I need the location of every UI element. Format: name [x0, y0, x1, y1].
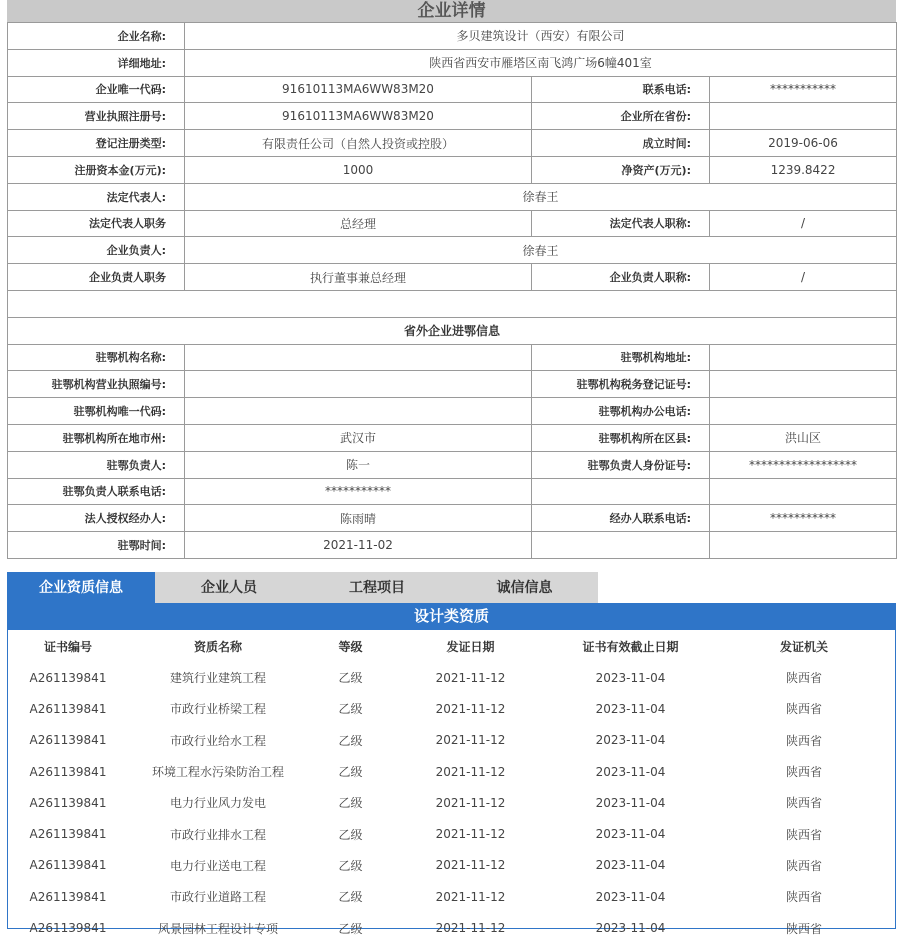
issue-date-cell: 2021-11-12	[435, 858, 506, 873]
table-row	[8, 850, 895, 881]
issuer-cell: 陕西省	[785, 827, 822, 842]
table-row	[8, 49, 897, 76]
license-label: 营业执照注册号:	[8, 103, 185, 130]
legal-rep-label: 法定代表人:	[8, 183, 185, 210]
org-license-label: 驻鄂机构营业执照编号:	[8, 371, 185, 398]
column-header-expiry-date: 证书有效截止日期	[582, 639, 679, 654]
expiry-date-cell: 2023-11-04	[595, 670, 666, 685]
table-row	[8, 210, 897, 237]
expiry-date-cell: 2023-11-04	[595, 733, 666, 748]
table-row	[8, 912, 895, 943]
org-code-label: 驻鄂机构唯一代码:	[8, 398, 185, 425]
issue-date-cell: 2021-11-12	[435, 733, 506, 748]
expiry-date-cell: 2023-11-04	[595, 889, 666, 904]
empty-label-cell	[532, 532, 710, 559]
branch-head-id-value: ******************	[710, 451, 897, 478]
issuer-cell: 陕西省	[785, 796, 822, 811]
uscc-value: 91610113MA6WW83M20	[185, 76, 532, 103]
issuer-cell: 陕西省	[785, 890, 822, 905]
org-name-value	[185, 344, 532, 371]
qual-name-cell: 建筑行业建筑工程	[169, 671, 266, 686]
net-assets-value: 1239.8422	[710, 156, 897, 183]
org-license-value	[185, 371, 532, 398]
column-header-issue-date: 发证日期	[446, 639, 495, 654]
org-phone-value	[710, 398, 897, 425]
table-row	[8, 532, 897, 559]
expiry-date-cell: 2023-11-04	[595, 795, 666, 810]
phone-value: ***********	[710, 76, 897, 103]
founded-value: 2019-06-06	[710, 130, 897, 157]
issuer-cell: 陕西省	[785, 765, 822, 780]
column-header-cert-no: 证书编号	[43, 639, 92, 654]
qualification-header: 设计类资质	[8, 603, 895, 630]
branch-head-phone-value: ***********	[185, 478, 532, 505]
cert-no-cell: A261139841	[29, 670, 107, 685]
org-district-label: 驻鄂机构所在区县:	[532, 424, 710, 451]
table-row	[8, 787, 895, 818]
issuer-cell: 陕西省	[785, 858, 822, 873]
page-title: 企业详情	[7, 0, 896, 23]
capital-value: 1000	[185, 156, 532, 183]
table-row	[8, 693, 895, 724]
issue-date-cell: 2021-11-12	[435, 795, 506, 810]
cert-no-cell: A261139841	[29, 764, 107, 779]
province-label: 企业所在省份:	[532, 103, 710, 130]
table-row	[8, 424, 897, 451]
table-row	[8, 662, 895, 693]
table-row	[8, 451, 897, 478]
cert-no-cell: A261139841	[29, 701, 107, 716]
company-name-label: 企业名称:	[8, 23, 185, 50]
agent-label: 法人授权经办人:	[8, 505, 185, 532]
grade-cell: 乙级	[338, 702, 363, 717]
issuer-cell: 陕西省	[785, 671, 822, 686]
branch-time-label: 驻鄂时间:	[8, 532, 185, 559]
qualification-table	[8, 630, 895, 944]
grade-cell: 乙级	[338, 827, 363, 842]
cert-no-cell: A261139841	[29, 889, 107, 904]
table-row	[8, 237, 897, 264]
manager-value: 徐春王	[185, 237, 897, 264]
reg-type-label: 登记注册类型:	[8, 130, 185, 157]
table-row	[8, 725, 895, 756]
expiry-date-cell: 2023-11-04	[595, 858, 666, 873]
grade-cell: 乙级	[338, 733, 363, 748]
table-row	[8, 23, 897, 50]
org-address-label: 驻鄂机构地址:	[532, 344, 710, 371]
table-row	[8, 130, 897, 157]
cert-no-cell: A261139841	[29, 858, 107, 873]
qual-name-cell: 市政行业桥梁工程	[169, 702, 266, 717]
grade-cell: 乙级	[338, 796, 363, 811]
table-row	[8, 103, 897, 130]
issue-date-cell: 2021-11-12	[435, 889, 506, 904]
phone-label: 联系电话:	[532, 76, 710, 103]
net-assets-label: 净资产(万元):	[532, 156, 710, 183]
expiry-date-cell: 2023-11-04	[595, 701, 666, 716]
legal-rep-post-value: 总经理	[185, 210, 532, 237]
qualification-panel	[7, 603, 896, 936]
grade-cell: 乙级	[338, 765, 363, 780]
legal-rep-title-value: /	[710, 210, 897, 237]
founded-label: 成立时间:	[532, 130, 710, 157]
company-name: 多贝建筑设计（西安）有限公司	[185, 23, 897, 50]
cert-no-cell: A261139841	[29, 795, 107, 810]
address-value: 陕西省西安市雁塔区南飞鸿广场6幢401室	[185, 49, 897, 76]
table-row	[8, 371, 897, 398]
manager-post-label: 企业负责人职务	[8, 264, 185, 291]
grade-cell: 乙级	[338, 858, 363, 873]
tab-bar	[7, 572, 598, 604]
issue-date-cell: 2021-11-12	[435, 827, 506, 842]
qual-name-cell: 市政行业道路工程	[169, 890, 266, 905]
expiry-date-cell: 2023-11-04	[595, 764, 666, 779]
org-code-value	[185, 398, 532, 425]
table-row	[8, 344, 897, 371]
grade-cell: 乙级	[338, 671, 363, 686]
org-city-value: 武汉市	[185, 424, 532, 451]
table-row	[8, 183, 897, 210]
qual-name-cell: 市政行业排水工程	[169, 827, 266, 842]
legal-rep-post-label: 法定代表人职务	[8, 210, 185, 237]
cert-no-cell: A261139841	[29, 921, 107, 936]
empty-label-cell	[532, 478, 710, 505]
branch-head-label: 驻鄂负责人:	[8, 451, 185, 478]
tab-credit[interactable]: 诚信信息	[496, 580, 553, 596]
agent-phone-value: ***********	[710, 505, 897, 532]
org-phone-label: 驻鄂机构办公电话:	[532, 398, 710, 425]
table-row	[8, 881, 895, 912]
issue-date-cell: 2021-11-12	[435, 670, 506, 685]
license-value: 91610113MA6WW83M20	[185, 103, 532, 130]
qualification-header-row	[8, 630, 895, 662]
cert-no-cell: A261139841	[29, 827, 107, 842]
tab-personnel[interactable]: 企业人员	[201, 580, 257, 596]
qual-name-cell: 风景园林工程设计专项	[157, 921, 278, 936]
org-tax-value	[710, 371, 897, 398]
tab-qualification[interactable]: 企业资质信息	[7, 572, 155, 604]
table-row	[8, 317, 897, 344]
cert-no-cell: A261139841	[29, 733, 107, 748]
org-name-label: 驻鄂机构名称:	[8, 344, 185, 371]
spacer-cell	[8, 290, 897, 317]
branch-head-value: 陈一	[185, 451, 532, 478]
expiry-date-cell: 2023-11-04	[595, 921, 666, 936]
table-row	[8, 505, 897, 532]
branch-head-phone-label: 驻鄂负责人联系电话:	[8, 478, 185, 505]
org-district-value: 洪山区	[710, 424, 897, 451]
capital-label: 注册资本金(万元):	[8, 156, 185, 183]
table-row	[8, 156, 897, 183]
column-header-qual-name: 资质名称	[193, 639, 242, 654]
qual-name-cell: 电力行业送电工程	[169, 858, 266, 873]
issue-date-cell: 2021-11-12	[435, 764, 506, 779]
manager-post-value: 执行董事兼总经理	[185, 264, 532, 291]
qual-name-cell: 市政行业给水工程	[169, 733, 266, 748]
org-tax-label: 驻鄂机构税务登记证号:	[532, 371, 710, 398]
table-row-spacer	[8, 290, 897, 317]
agent-phone-label: 经办人联系电话:	[532, 505, 710, 532]
table-row	[8, 478, 897, 505]
table-row	[8, 818, 895, 849]
province-value	[710, 103, 897, 130]
issuer-cell: 陕西省	[785, 921, 822, 936]
grade-cell: 乙级	[338, 921, 363, 936]
tab-projects[interactable]: 工程项目	[349, 580, 405, 596]
issue-date-cell: 2021-11-12	[435, 921, 506, 936]
manager-label: 企业负责人:	[8, 237, 185, 264]
uscc-label: 企业唯一代码:	[8, 76, 185, 103]
issuer-cell: 陕西省	[785, 733, 822, 748]
agent-value: 陈雨晴	[185, 505, 532, 532]
branch-head-id-label: 驻鄂负责人身份证号:	[532, 451, 710, 478]
reg-type-value: 有限责任公司（自然人投资或控股）	[185, 130, 532, 157]
grade-cell: 乙级	[338, 890, 363, 905]
qual-name-cell: 电力行业风力发电	[169, 796, 266, 811]
issuer-cell: 陕西省	[785, 702, 822, 717]
manager-title-value: /	[710, 264, 897, 291]
table-row	[8, 398, 897, 425]
empty-value-cell	[710, 478, 897, 505]
column-header-grade: 等级	[338, 639, 363, 654]
branch-time-value: 2021-11-02	[185, 532, 532, 559]
branch-section-title: 省外企业进鄂信息	[8, 317, 897, 344]
company-detail-table	[7, 22, 897, 559]
address-label: 详细地址:	[8, 49, 185, 76]
qual-name-cell: 环境工程水污染防治工程	[151, 765, 284, 780]
column-header-issuer: 发证机关	[779, 639, 828, 654]
legal-rep-value: 徐春王	[185, 183, 897, 210]
expiry-date-cell: 2023-11-04	[595, 827, 666, 842]
manager-title-label: 企业负责人职称:	[532, 264, 710, 291]
legal-rep-title-label: 法定代表人职称:	[532, 210, 710, 237]
org-address-value	[710, 344, 897, 371]
table-row	[8, 756, 895, 787]
table-row	[8, 76, 897, 103]
issue-date-cell: 2021-11-12	[435, 701, 506, 716]
org-city-label: 驻鄂机构所在地市州:	[8, 424, 185, 451]
empty-value-cell	[710, 532, 897, 559]
table-row	[8, 264, 897, 291]
